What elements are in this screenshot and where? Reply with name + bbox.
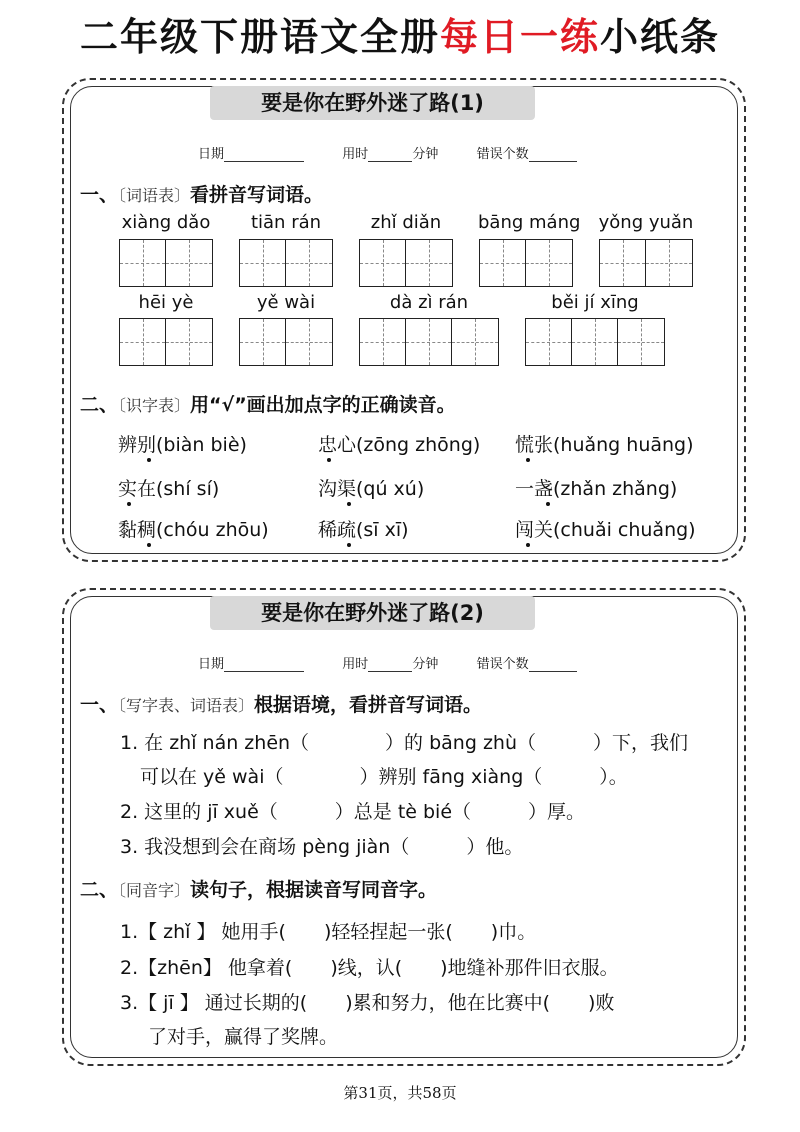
reading-item[interactable]: 黏稠(chóu zhōu) (118, 519, 269, 541)
pinyin-label: hēi yè (138, 292, 194, 313)
card2-meta: 日期 用时 分钟 错误个数 (198, 653, 577, 672)
emphasis-dot (526, 458, 530, 462)
reading-item[interactable]: 一盏(zhǎn zhǎng) (515, 478, 678, 500)
question-1-continued[interactable]: 可以在 yě wài（ ）辨别 fāng xiàng（ ）。 (140, 766, 628, 788)
writing-grid[interactable] (359, 239, 453, 287)
homophone-3-continued[interactable]: 了对手，赢得了奖牌。 (148, 1026, 339, 1048)
writing-grid[interactable] (599, 239, 693, 287)
pinyin-label: yǒng yuǎn (598, 212, 694, 233)
emphasis-dot (327, 458, 331, 462)
writing-grid[interactable] (479, 239, 573, 287)
writing-grid[interactable] (239, 239, 333, 287)
emphasis-dot (347, 502, 351, 506)
question-3[interactable]: 3. 我没想到会在商场 pèng jiàn（ ）他。 (120, 836, 524, 858)
homophone-2[interactable]: 2.【zhēn】 他拿着( )线，认( )地缝补那件旧衣服。 (120, 957, 619, 979)
reading-item[interactable]: 慌张(huǎng huāng) (515, 434, 694, 456)
pinyin-label: bāng máng (478, 212, 581, 233)
card2-banner: 要是你在野外迷了路(2) (210, 596, 535, 630)
page-number: 第31页，共58页 (343, 1084, 457, 1102)
emphasis-dot (147, 543, 151, 547)
writing-grid[interactable] (359, 318, 499, 366)
writing-grid[interactable] (239, 318, 333, 366)
pinyin-label: běi jí xīng (551, 292, 639, 313)
card2-section1-heading: 一、〔写字表、词语表〕根据语境，看拼音写词语。 (80, 694, 483, 716)
reading-item[interactable]: 稀疏(sī xī) (318, 519, 409, 541)
emphasis-dot (147, 458, 151, 462)
homophone-1[interactable]: 1.【 zhǐ 】 她用手( )轻轻捏起一张( )巾。 (120, 921, 537, 943)
emphasis-dot (546, 502, 550, 506)
writing-grid[interactable] (525, 318, 665, 366)
reading-item[interactable]: 沟渠(qú xú) (318, 478, 425, 500)
pinyin-label: dà zì rán (389, 292, 469, 313)
question-1[interactable]: 1. 在 zhǐ nán zhēn（ ）的 bāng zhù（ ）下，我们 (120, 732, 688, 754)
reading-item[interactable]: 辨别(biàn biè) (118, 434, 247, 456)
homophone-3[interactable]: 3.【 jī 】 通过长期的( )累和努力，他在比赛中( )败 (120, 992, 615, 1014)
card1-section2-heading: 二、〔识字表〕用“√”画出加点字的正确读音。 (80, 394, 456, 416)
page-title: 二年级下册语文全册每日一练小纸条 (79, 15, 721, 59)
emphasis-dot (347, 543, 351, 547)
pinyin-label: zhǐ diǎn (370, 212, 442, 233)
card2-section2-heading: 二、〔同音字〕读句子，根据读音写同音字。 (80, 879, 438, 901)
card1-banner: 要是你在野外迷了路(1) (210, 86, 535, 120)
reading-item[interactable]: 忠心(zōng zhōng) (318, 434, 481, 456)
emphasis-dot (526, 543, 530, 547)
reading-item[interactable]: 实在(shí sí) (118, 478, 220, 500)
card1-meta: 日期 用时 分钟 错误个数 (198, 143, 577, 162)
card1-section1-heading: 一、〔词语表〕看拼音写词语。 (80, 184, 324, 206)
pinyin-label: yě wài (256, 292, 316, 313)
reading-item[interactable]: 闯关(chuǎi chuǎng) (515, 519, 696, 541)
pinyin-label: xiàng dǎo (121, 212, 211, 233)
writing-grid[interactable] (119, 239, 213, 287)
pinyin-label: tiān rán (250, 212, 322, 233)
question-2[interactable]: 2. 这里的 jī xuě（ ）总是 tè bié（ ）厚。 (120, 801, 586, 823)
emphasis-dot (127, 502, 131, 506)
writing-grid[interactable] (119, 318, 213, 366)
